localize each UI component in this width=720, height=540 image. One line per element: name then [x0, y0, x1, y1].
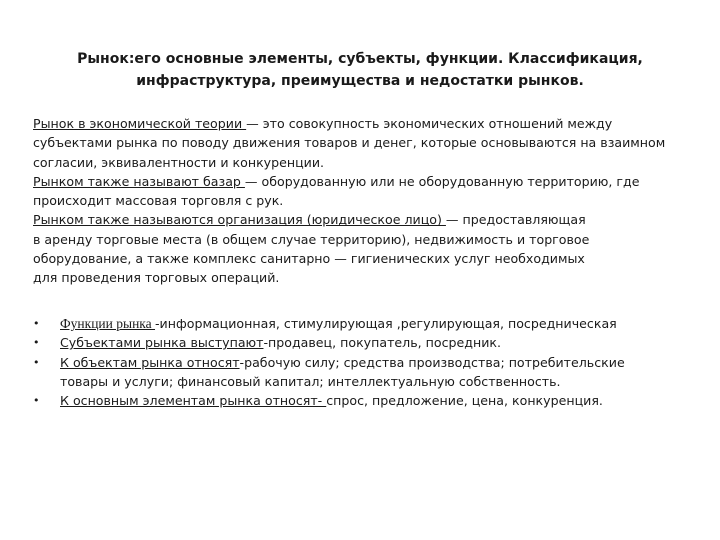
text-line: — это совокупность экономических отношений между: [246, 116, 613, 131]
term-organization: Рынком также называются организация (юридическое лицо): [33, 212, 446, 228]
page-title: [60, 48, 660, 92]
list-item: [33, 353, 693, 392]
definitions-text: [33, 114, 693, 288]
text-line: оборудование, а также комплекс санитарно — гигиенических услуг необходимых: [33, 251, 585, 267]
paragraph-bazaar: [33, 172, 693, 211]
text-line: -продавец, покупатель, посредник.: [263, 335, 501, 351]
title-line-1: Рынок:его основные элементы, субъекты, функции. Классификация,: [77, 51, 643, 67]
bullet-icon: •: [33, 336, 40, 350]
text-line: происходит массовая торговля с рук.: [33, 193, 284, 209]
list-item: [33, 391, 693, 410]
text-line: в аренду торговые места (в общем случае территорию), недвижимость и торговое: [33, 231, 590, 247]
term-functions: Функции рынка: [60, 316, 156, 331]
bullet-icon: •: [33, 355, 40, 369]
bullet-icon: •: [33, 317, 40, 330]
text-line: — оборудованную или не оборудованную территорию, где: [244, 173, 640, 189]
term-market-theory: Рынок в экономической теории: [33, 116, 247, 131]
list-item: [33, 333, 693, 352]
text-line: товары и услуги; финансовый капитал; интеллектуальную собственность.: [60, 373, 561, 389]
text-line: согласии, эквивалентности и конкуренции.: [33, 154, 325, 170]
text-line: субъектами рынка по поводу движения товаров и денег, которые основываются на взаимном: [33, 135, 666, 151]
paragraph-market-theory: [33, 114, 693, 172]
term-elements: К основным элементам рынка относят-: [60, 393, 327, 409]
text-line: -рабочую силу; средства производства; потребительские: [239, 354, 625, 370]
title-line-2: инфраструктура, преимущества и недостатки рынков.: [136, 73, 584, 89]
bullet-list: [33, 314, 693, 410]
text-line: — предоставляющая: [445, 212, 586, 228]
paragraph-organization: [33, 210, 693, 287]
text-line: -информационная, стимулирующая ,регулирующая, посредническая: [155, 316, 617, 331]
text-line: для проведения торговых операций.: [33, 270, 280, 286]
term-subjects: Субъектами рынка выступают: [60, 335, 264, 351]
bullet-icon: •: [33, 394, 40, 408]
text-line: спрос, предложение, цена, конкуренция.: [326, 393, 603, 409]
term-bazaar: Рынком также называют базар: [33, 173, 245, 189]
term-objects: К объектам рынка относят: [60, 354, 240, 370]
list-item: [33, 314, 693, 333]
